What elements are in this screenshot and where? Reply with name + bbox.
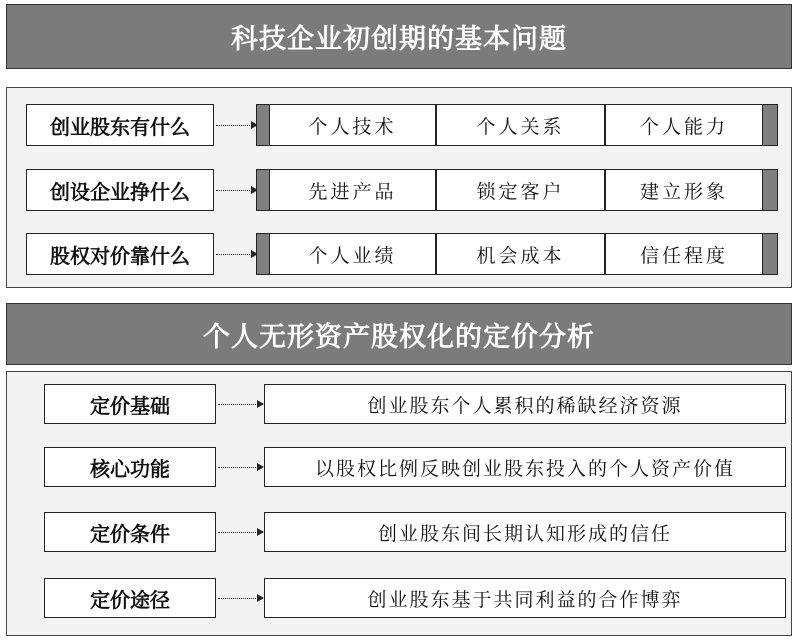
- section1-item: 个人业绩: [269, 233, 436, 275]
- section2-row-label: 定价条件: [44, 512, 216, 552]
- section1-item: 个人关系: [436, 104, 605, 146]
- section1-item: 个人能力: [605, 104, 763, 146]
- arrow-connector: [218, 532, 260, 533]
- section2-row-value: 以股权比例反映创业股东投入的个人资产价值: [264, 447, 786, 487]
- section1-row-label: 股权对价靠什么: [26, 233, 214, 275]
- section1-item: 锁定客户: [436, 169, 605, 211]
- arrow-connector: [216, 254, 254, 255]
- arrow-connector: [218, 467, 260, 468]
- section2-row-label: 定价途径: [44, 578, 216, 618]
- section1-item: 建立形象: [605, 169, 763, 211]
- section2-row-label: 定价基础: [44, 384, 216, 424]
- arrow-connector: [218, 598, 260, 599]
- section2-title: 个人无形资产股权化的定价分析: [6, 303, 792, 365]
- arrow-connector: [218, 404, 260, 405]
- section1-row-label: 创业股东有什么: [26, 104, 214, 146]
- arrow-connector: [216, 125, 254, 126]
- section2-row-value: 创业股东间长期认知形成的信任: [264, 512, 786, 552]
- section1-item: 先进产品: [269, 169, 436, 211]
- section1-item: 个人技术: [269, 104, 436, 146]
- section2-row-value: 创业股东基于共同利益的合作博弈: [264, 578, 786, 618]
- section1-row-label: 创设企业挣什么: [26, 169, 214, 211]
- arrow-connector: [216, 190, 254, 191]
- section1-item: 信任程度: [605, 233, 763, 275]
- section1-title: 科技企业初创期的基本问题: [6, 4, 792, 69]
- section2-row-label: 核心功能: [44, 447, 216, 487]
- section1-item: 机会成本: [436, 233, 605, 275]
- section2-row-value: 创业股东个人累积的稀缺经济资源: [264, 384, 786, 424]
